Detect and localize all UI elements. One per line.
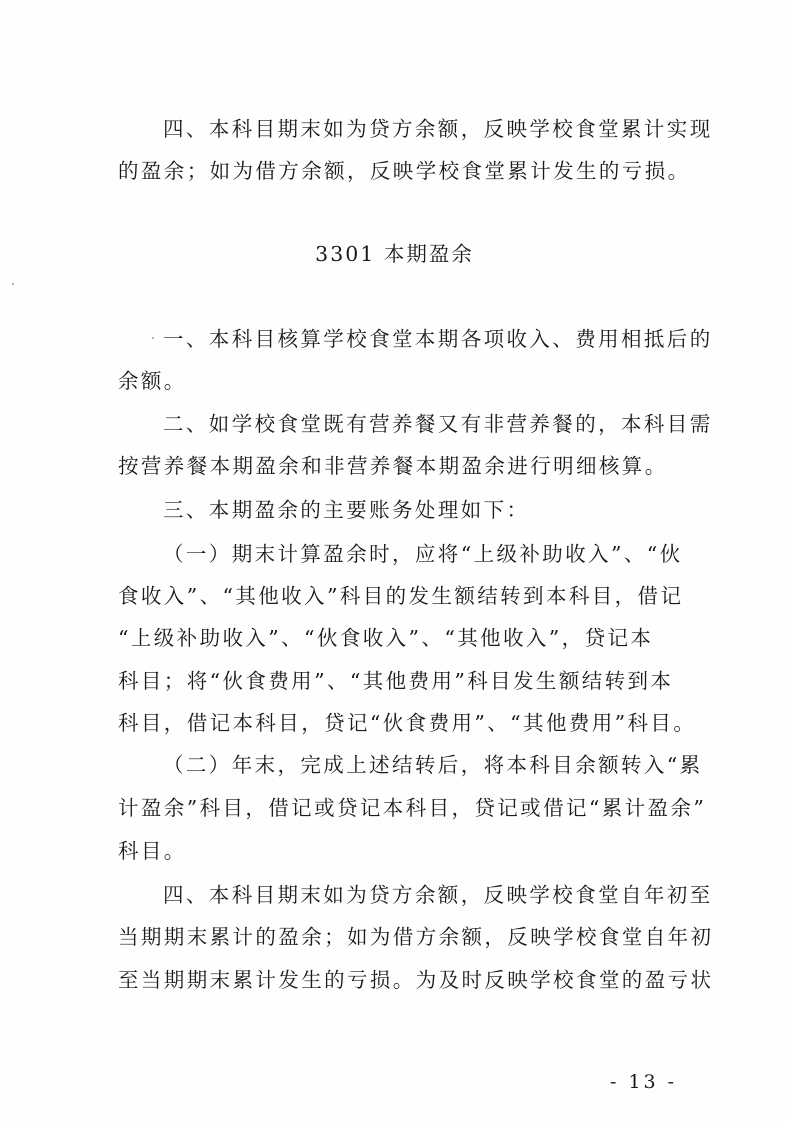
page-number: - 13 - [610,1071,678,1093]
paragraph-line: 当期期末累计的盈余；如为借方余额，反映学校食堂自年初 [118,925,714,949]
scan-speck [12,283,14,285]
paragraph-line: 科目；将“伙食费用”、“其他费用”科目发生额结转到本 [118,669,674,693]
paragraph-line: 三、本期盈余的主要账务处理如下： [163,498,530,522]
paragraph-line: 科目。 [118,839,187,863]
paragraph-line: （一）期末计算盈余时，应将“上级补助收入”、“伙 [163,542,683,566]
paragraph-line: 按营养餐本期盈余和非营养餐本期盈余进行明细核算。 [118,454,668,478]
section-heading: 3301 本期盈余 [315,242,474,266]
paragraph-line: “上级补助收入”、“伙食收入”、“其他收入”，贷记本 [118,626,654,650]
paragraph-line: 余额。 [118,369,187,393]
paragraph-line: 至当期期末累计发生的亏损。为及时反映学校食堂的盈亏状 [118,968,714,992]
paragraph-line: 食收入”、“其他收入”科目的发生额结转到本科目，借记 [118,584,684,608]
paragraph-line: 四、本科目期末如为贷方余额，反映学校食堂自年初至 [163,883,713,907]
paragraph-line: 二、如学校食堂既有营养餐又有非营养餐的，本科目需 [163,412,713,436]
paragraph-line: 计盈余”科目，借记或贷记本科目，贷记或借记“累计盈余” [118,796,707,820]
scan-speck [152,337,154,339]
paragraph-line: 的盈余；如为借方余额，反映学校食堂累计发生的亏损。 [118,159,691,183]
paragraph-line: 一、本科目核算学校食堂本期各项收入、费用相抵后的 [163,327,713,351]
paragraph-line: （二）年末，完成上述结转后，将本科目余额转入“累 [163,753,703,777]
paragraph-line: 科目，借记本科目，贷记“伙食费用”、“其他费用”科目。 [118,711,697,735]
paragraph-line: 四、本科目期末如为贷方余额，反映学校食堂累计实现 [163,117,713,141]
